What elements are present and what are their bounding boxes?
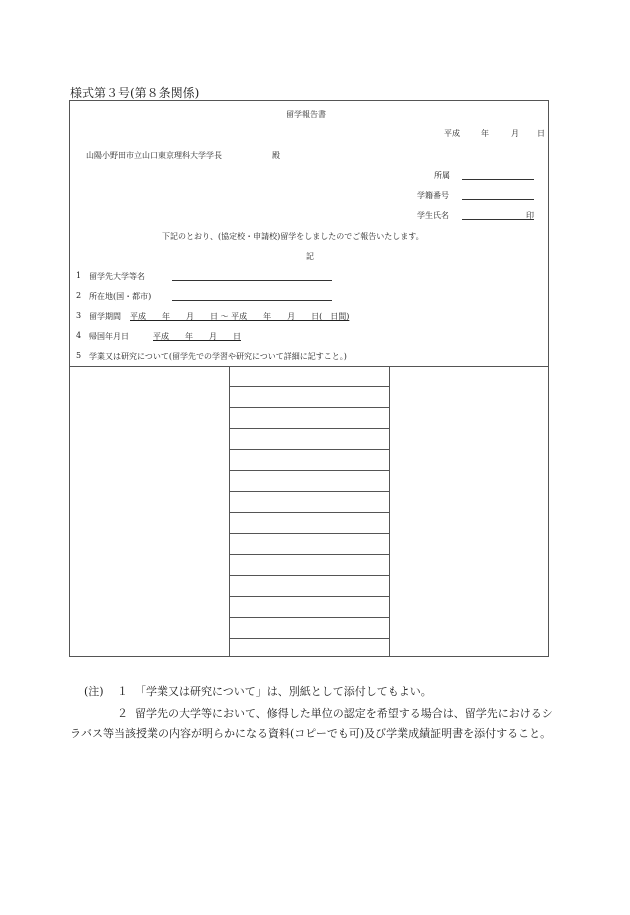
ruled-line [229, 407, 389, 408]
section-divider [69, 366, 549, 367]
note-2-text-line1: 留学先の大学等において、修得した単位の認定を希望する場合は、留学先におけるシ [135, 707, 553, 720]
item-4-number: 4 [76, 331, 82, 340]
ruled-line [229, 575, 389, 576]
student-name-label: 学生氏名 [417, 211, 449, 220]
study-period-value[interactable]: 平成 年 月 日 ～ 平成 年 月 日( 日間) [130, 312, 350, 321]
student-number-label: 学籍番号 [417, 191, 449, 200]
ruled-line [229, 491, 389, 492]
ruled-line [229, 533, 389, 534]
university-name-field[interactable] [172, 280, 332, 281]
form-number: 様式第３号(第８条関係) [70, 86, 200, 100]
addressee-name: 山陽小野田市立山口東京理科大学学長 [86, 151, 222, 160]
date-era: 平成 [444, 129, 460, 138]
ruled-line [229, 386, 389, 387]
affiliation-field[interactable] [462, 179, 534, 180]
item-1-number: 1 [76, 271, 82, 280]
item-3-number: 3 [76, 311, 82, 320]
date-year: 年 [481, 129, 489, 138]
student-name-field[interactable] [462, 219, 534, 220]
note-2-text-line2: ラバス等当該授業の内容が明らかになる資料(コピーでも可)及び学業成績証明書を添付すること。 [70, 727, 552, 740]
item-4-label: 帰国年月日 [89, 332, 129, 341]
ruled-line [229, 596, 389, 597]
notes-prefix: (注) [84, 685, 104, 698]
report-form-frame [69, 100, 549, 657]
date-month: 月 [511, 129, 519, 138]
note-2-number: ２ [117, 707, 128, 720]
ruled-line [229, 470, 389, 471]
ruled-line [229, 554, 389, 555]
date-day: 日 [537, 129, 545, 138]
report-statement: 下記のとおり、(協定校・申請校)留学をしましたのでご報告いたします。 [162, 232, 424, 241]
student-number-field[interactable] [462, 199, 534, 200]
ruled-line [229, 428, 389, 429]
form-title: 留学報告書 [286, 110, 326, 119]
location-field[interactable] [172, 300, 332, 301]
item-5-label: 学業又は研究について(留学先での学習や研究について詳細に記すこと。) [89, 352, 347, 361]
ruled-line [229, 449, 389, 450]
item-5-number: 5 [76, 351, 82, 360]
item-2-number: 2 [76, 291, 82, 300]
ruled-line [229, 512, 389, 513]
item-2-label: 所在地(国・都市) [89, 292, 152, 301]
return-date-value[interactable]: 平成 年 月 日 [153, 332, 241, 341]
ruled-line [229, 617, 389, 618]
ruled-line [229, 638, 389, 639]
ki-heading: 記 [306, 252, 314, 261]
note-1-number: １ [117, 685, 128, 698]
addressee-honorific: 殿 [272, 151, 280, 160]
item-1-label: 留学先大学等名 [89, 272, 145, 281]
seal-mark: 印 [526, 211, 534, 220]
item-3-label: 留学期間 [89, 312, 121, 321]
writing-area-right-edge [389, 366, 390, 657]
note-1-text: 「学業又は研究について」は、別紙として添付してもよい。 [135, 685, 432, 698]
affiliation-label: 所属 [434, 171, 450, 180]
